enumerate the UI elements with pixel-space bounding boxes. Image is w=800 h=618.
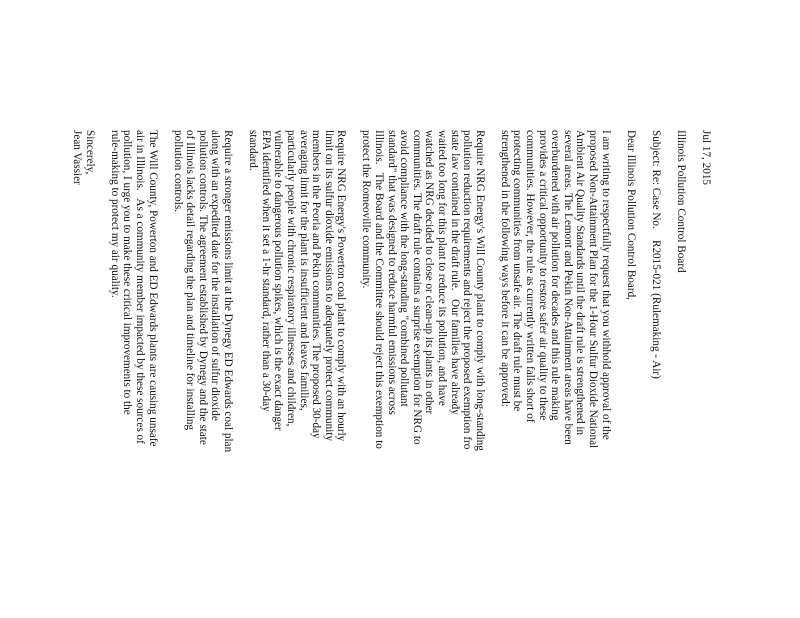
paragraph-line: communities. The draft rule contains a surprise exemption for NRG to bbox=[410, 130, 423, 445]
paragraph-line: members in the Peoria and Pekin communities. The proposed 30-day bbox=[310, 130, 323, 439]
paragraph-line: pollution, I urge you to make these critical improvements to the bbox=[121, 130, 134, 415]
paragraph-line: avoid compliance with the long-standing "combined pollutant bbox=[398, 130, 411, 407]
recipient: Illinois Pollution Control Board bbox=[674, 130, 687, 273]
paragraph-line: provides a critical opportunity to restore safer air quality to these bbox=[536, 130, 549, 421]
paragraph-line: rule-making to protect my air quality. bbox=[108, 130, 121, 298]
signer-name: Jean Vassier bbox=[71, 130, 84, 185]
paragraph-line: EPA identified when it set a 1-hr standard, rather than a 30-day bbox=[259, 130, 272, 412]
paragraph-line: limit on its sulfur dioxide emissions to adequately protect community bbox=[322, 130, 335, 442]
letter-body bbox=[71, 130, 712, 570]
letter-date: Jul 17, 2015 bbox=[700, 130, 712, 186]
paragraph-line: proposed Non-Attainment Plan for the 1-Hour Sulfur Dioxide National bbox=[587, 130, 600, 449]
paragraph-line: state law contained in the draft rule. Our families have already bbox=[448, 130, 461, 415]
paragraph bbox=[498, 130, 611, 570]
paragraph-line: I am writing to respectfully request that you withhold approval of the bbox=[599, 130, 612, 440]
paragraph-line: Illinois. The Board and the Committee should reject this exemption to bbox=[373, 130, 386, 449]
closing: Sincerely, bbox=[83, 130, 96, 175]
paragraph-line: vulnerable to dangerous pollution spikes, which is the exact danger bbox=[272, 130, 285, 431]
paragraph bbox=[247, 130, 348, 570]
salutation: Dear Illinois Pollution Control Board, bbox=[624, 130, 637, 300]
paragraph-line: protecting communities from unsafe air. The draft rule must be bbox=[511, 130, 524, 412]
paragraph-line: pollution controls. bbox=[171, 130, 184, 213]
paragraph-line: particularly people with chronic respiratory illnesses and children, bbox=[284, 130, 297, 427]
paragraph bbox=[171, 130, 234, 570]
paragraph-line: The Will County, Powerton and ED Edwards plants are causing unsafe bbox=[146, 130, 159, 447]
paragraph-line: strengthened in the following ways before it can be approved: bbox=[498, 130, 511, 407]
paragraph-line: air in Illinois. As a community member impacted by these sources of bbox=[134, 130, 147, 444]
letter-paragraphs bbox=[108, 130, 611, 570]
paragraph-line: standard" that was designed to reduce harmful emissions across bbox=[385, 130, 398, 415]
paragraph-line: along with an expedited date for the installation of sulfur dioxide bbox=[209, 130, 222, 421]
paragraph-line: communities. However, the rule as currently written falls short of bbox=[524, 130, 537, 423]
paragraph bbox=[360, 130, 486, 570]
paragraph-line: Require a stronger emissions limit at the Dynegy ED Edwards coal plan bbox=[222, 130, 235, 453]
paragraph-line: pollution reduction requirements and reject the proposed exemption fro bbox=[461, 130, 474, 450]
paragraph-line: standard. bbox=[247, 130, 260, 171]
paragraph-line: watched as NRG decided to close or clean-up its plants in other bbox=[423, 130, 436, 415]
paragraph-line: Require NRG Energy's Powerton coal plant to comply with an hourly bbox=[335, 130, 348, 442]
paragraph-line: averaging limit for the plant is insufficient and leaves families, bbox=[297, 130, 310, 411]
paragraph-line: of Illinois lacks detail regarding the plan and timeline for installing bbox=[184, 130, 197, 431]
paragraph-line: overburdened with air pollution for decades and this rule making bbox=[549, 130, 562, 421]
subject-line: Subject: Re: Case No. R2015-021 (Rulemaking - Air) bbox=[649, 130, 662, 379]
paragraph-line: protect the Romeoville community. bbox=[360, 130, 373, 289]
paragraph-line: waited too long for this plant to reduce its pollution, and have bbox=[436, 130, 448, 406]
paragraph-line: Require NRG Energy's Will County plant to comply with long-standing bbox=[473, 130, 486, 451]
paragraph bbox=[108, 130, 158, 570]
paragraph-line: pollution controls. The agreement established by Dynegy and the state bbox=[196, 130, 209, 445]
paragraph-line: Ambient Air Quality Standards until the draft rule is strengthened in bbox=[574, 130, 587, 436]
paragraph-line: several areas. The Lemont and Pekin Non-Attainment areas have been bbox=[561, 130, 574, 445]
